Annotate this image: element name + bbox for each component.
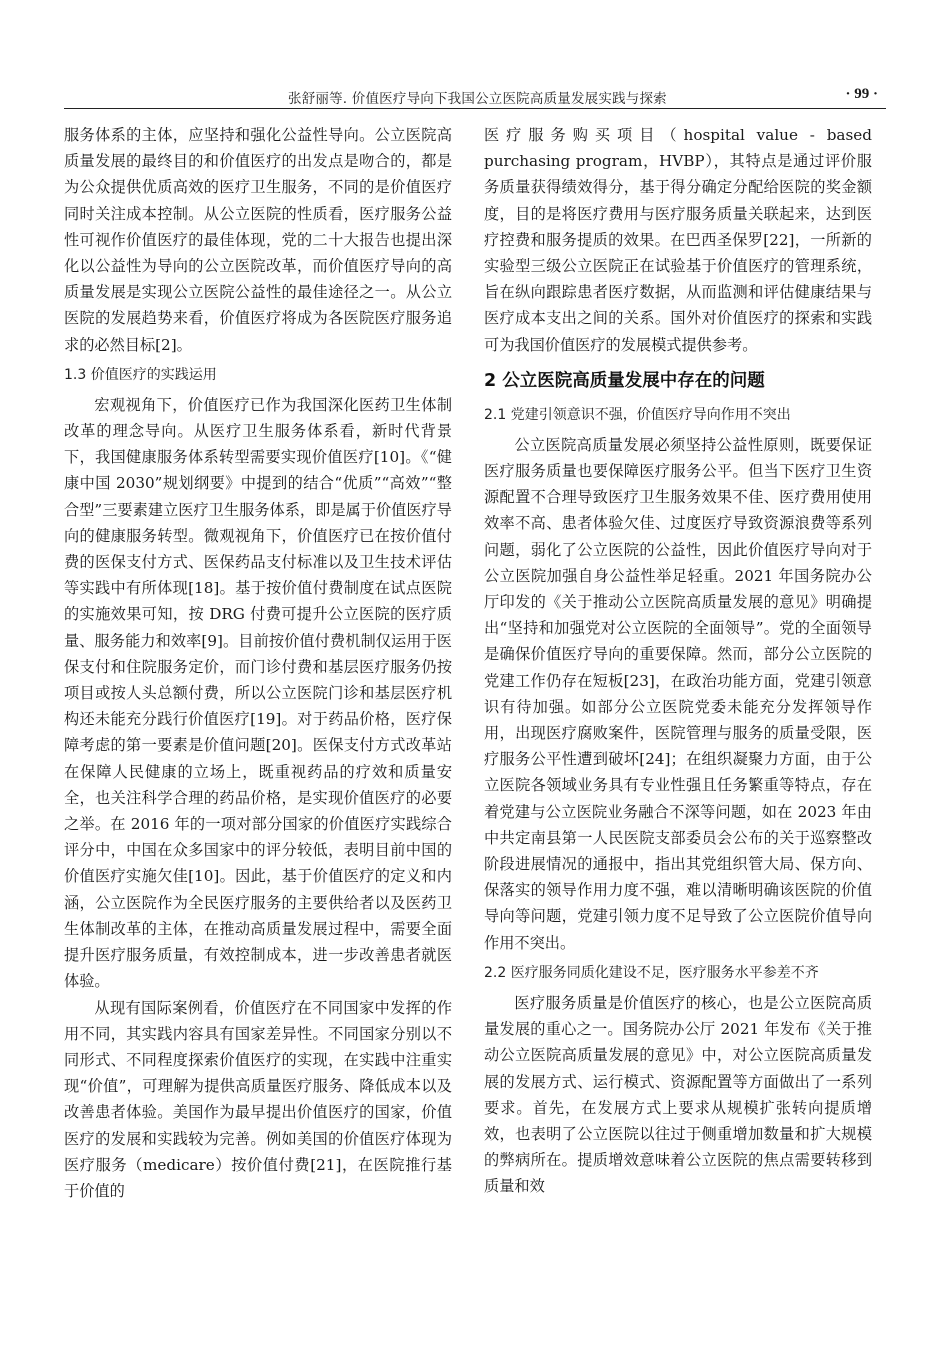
paragraph: 服务体系的主体，应坚持和强化公益性导向。公立医院高质量发展的最终目的和价值医疗的出发点是吻合的，都是为公众提供优质高效的医疗卫生服务，不同的是价值医疗同时关注成本控制。从公立医院的性质看，医疗服务公益性可视作价值医疗的最佳体现，党的二十大报告也提出深化以公益性为导向的公立医院改革，而价值医疗导向的高质量发展是实现公立医院公益性的最佳途径之一。从公立医院的发展趋势来看，价值医疗将成为各医院医疗服务追求的必然目标[2]。 bbox=[64, 126, 452, 354]
section-heading-2-2: 2.2 医疗服务同质化建设不足，医疗服务水平参差不齐 bbox=[484, 964, 819, 981]
section-heading-1-3: 1.3 价值医疗的实践运用 bbox=[64, 366, 217, 383]
section-heading-2: 2 公立医院高质量发展中存在的问题 bbox=[484, 370, 765, 391]
right-column bbox=[484, 122, 872, 1200]
running-header bbox=[64, 86, 886, 109]
paragraph: 宏观视角下，价值医疗已作为我国深化医药卫生体制改革的理念导向。从医疗卫生服务体系看，新时代背景下，我国健康服务体系转型需要实现价值医疗[10]。《“健康中国 2030”规划纲要》中提到的结合“优质”“高效”“整合型”三要素建立医疗卫生服务体系，即是属于价值医疗导向的健康服务转型。微观视角下，价值医疗已在按价值付费的医保支付方式、医保药品支付标准以及卫生技术评估等实践中有所体现[18]。基于按价值付费制度在试点医院的实施效果可知，按 DRG 付费可提升公立医院的医疗质量、服务能力和效率[9]。目前按价值付费机制仅运用于医保支付和住院服务定价，而门诊付费和基层医疗服务仍按项目或按人头总额付费，所以公立医院门诊和基层医疗机构还未能充分践行价值医疗[19]。对于药品价格，医疗保障考虑的第一要素是价值问题[20]。医保支付方式改革站在保障人民健康的立场上，既重视药品的疗效和质量安全，也关注科学合理的药品价格，是实现价值医疗的必要之举。在 2016 年的一项对部分国家的价值医疗实践综合评分中，中国在众多国家中的评分较低，表明目前中国的价值医疗实施欠佳[10]。因此，基于价值医疗的定义和内涵，公立医院作为全民医疗服务的主要供给者以及医药卫生体制改革的主体，在推动高质量发展过程中，需要全面提升医疗服务质量，有效控制成本，进一步改善患者就医体验。 bbox=[64, 395, 452, 991]
paragraph: 公立医院高质量发展必须坚持公益性原则，既要保证医疗服务质量也要保障医疗服务公平。但当下医疗卫生资源配置不合理导致医疗卫生服务效果不佳、医疗费用使用效率不高、患者体验欠佳、过度医疗导致资源浪费等系列问题，弱化了公立医院的公益性，因此价值医疗导向对于公立医院加强自身公益性举足轻重。2021 年国务院办公厅印发的《关于推动公立医院高质量发展的意见》明确提出“坚持和加强党对公立医院的全面领导”。党的全面领导是确保价值医疗导向的重要保障。然而，部分公立医院的党建工作仍存在短板[23]，在政治功能方面，党建引领意识有待加强。如部分公立医院党委未能充分发挥领导作用，出现医疗腐败案件，医院管理与服务的质量受限，医疗服务公平性遭到破坏[24]；在组织凝聚力方面，由于公立医院各领域业务具有专业性强且任务繁重等特点，存在着党建与公立医院业务融合不深等问题，如在 2023 年由中共定南县第一人民医院支部委员会公布的关于巡察整改阶段进展情况的通报中，指出其党组织管大局、保方向、保落实的领导作用力度不强，难以清晰明确该医院的价值导向等问题，党建引领力度不足导致了公立医院价值导向作用不突出。 bbox=[484, 435, 872, 952]
section-heading-2-1: 2.1 党建引领意识不强，价值医疗导向作用不突出 bbox=[484, 406, 791, 423]
page-number: · 99 · bbox=[845, 86, 878, 102]
left-column bbox=[64, 122, 452, 1204]
paragraph: 从现有国际案例看，价值医疗在不同国家中发挥的作用不同，其实践内容具有国家差异性。不同国家分别以不同形式、不同程度探索价值医疗的实现，在实践中注重实现“价值”，可理解为提供高质量医疗服务、降低成本以及改善患者体验。美国作为最早提出价值医疗的国家，价值医疗的发展和实践较为完善。例如美国的价值医疗体现为医疗服务（medicare）按价值付费[21]，在医院推行基于价值的 bbox=[64, 998, 452, 1200]
running-title: 张舒丽等. 价值医疗导向下我国公立医院高质量发展实践与探索 bbox=[288, 91, 667, 107]
paragraph: 医疗服务购买项目（hospital value - based purchasing program，HVBP），其特点是通过评价服务质量获得绩效得分，基于得分确定分配给医院的奖金额度，目的是将医疗费用与医疗服务质量关联起来，达到医疗控费和服务提质的效果。在巴西圣保罗[22]，一所新的实验型三级公立医院正在试验基于价值医疗的管理系统，旨在纵向跟踪患者医疗数据，从而监测和评估健康结果与医疗成本支出之间的关系。国外对价值医疗的探索和实践可为我国价值医疗的发展模式提供参考。 bbox=[484, 126, 872, 354]
paragraph: 医疗服务质量是价值医疗的核心，也是公立医院高质量发展的重心之一。国务院办公厅 2021 年发布《关于推动公立医院高质量发展的意见》中，对公立医院高质量发展的发展方式、运行模式、资源配置等方面做出了一系列要求。首先，在发展方式上要求从规模扩张转向提质增效，也表明了公立医院以往过于侧重增加数量和扩大规模的弊病所在。提质增效意味着公立医院的焦点需要转移到质量和效 bbox=[484, 993, 872, 1196]
